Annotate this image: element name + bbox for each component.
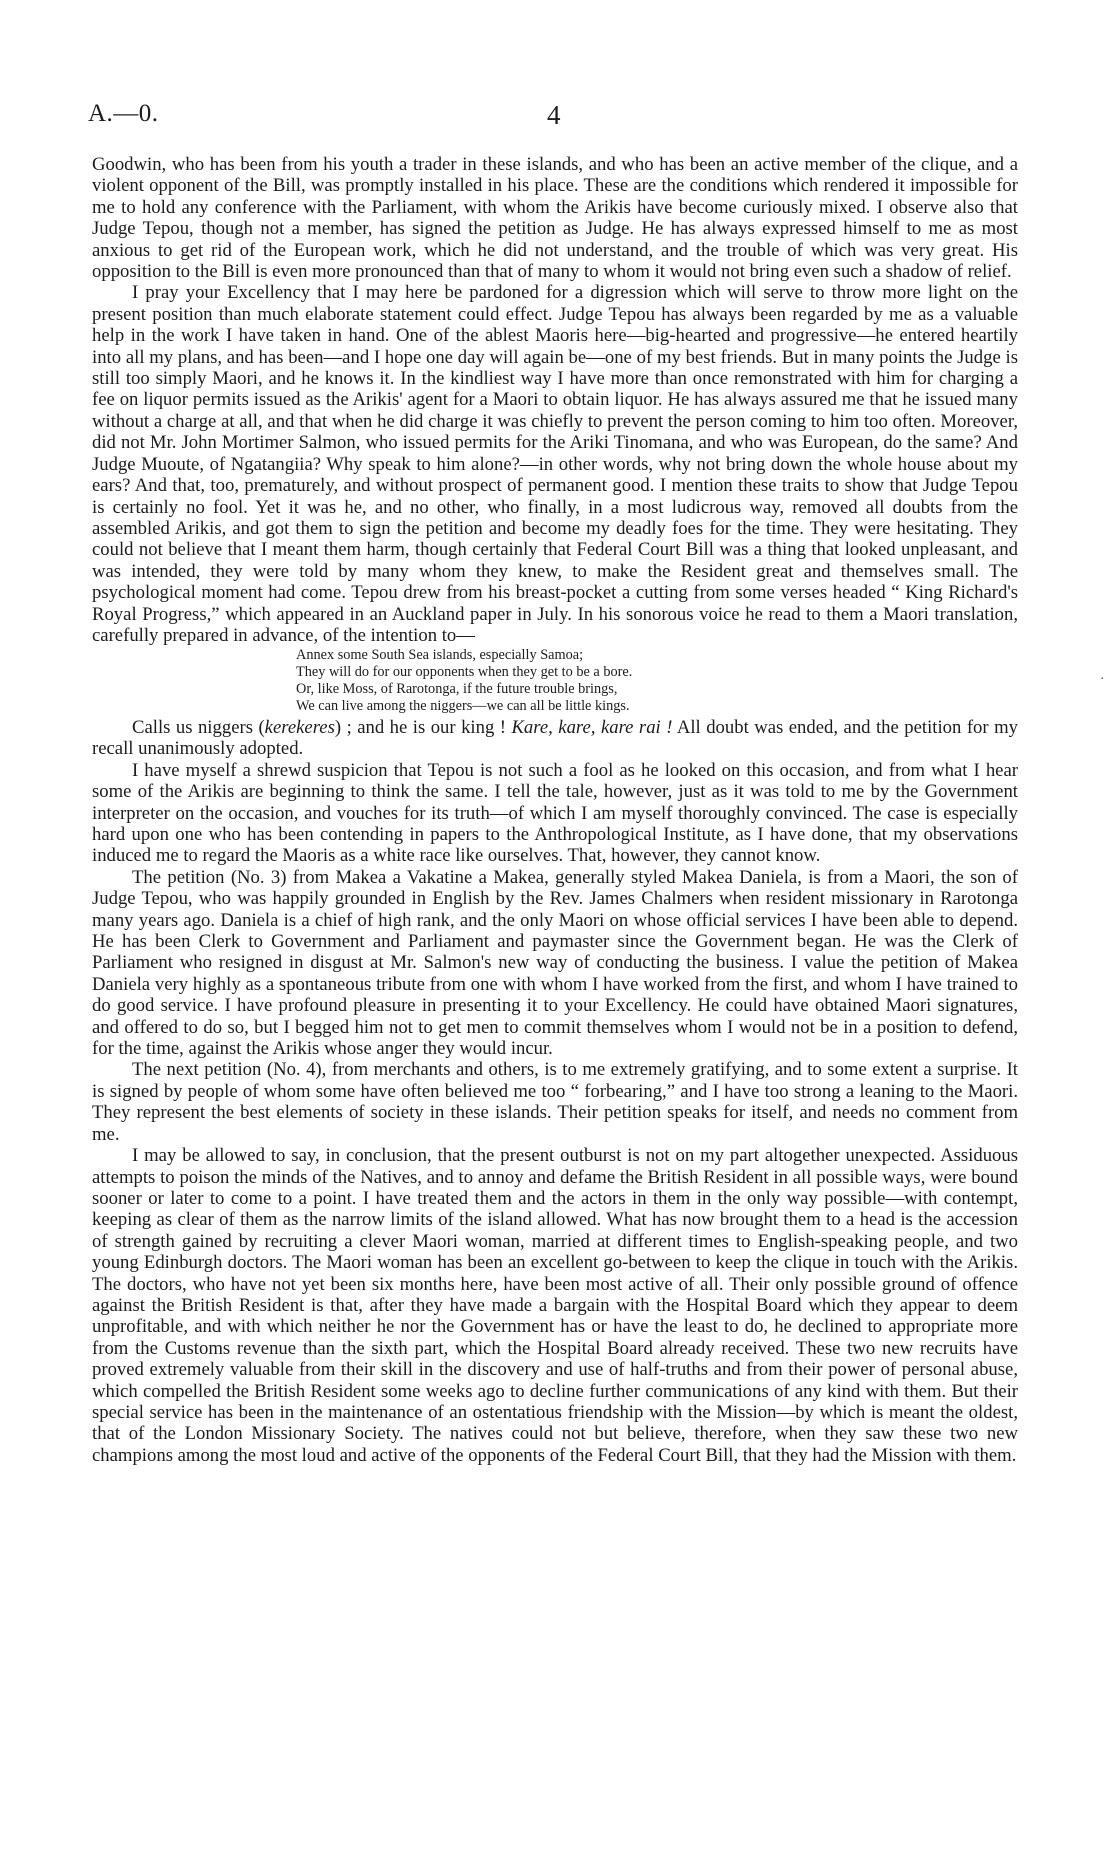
paragraph: The next petition (No. 4), from merchants and others, is to me extremely gratifying, and to some extent a surprise. It is signed by people of whom some have often believed me too “ forbearing,” and I have too strong a leaning to the Maori. They represent the best elements of society in these islands. Their petition speaks for itself, and needs no comment from me. [92, 1059, 1018, 1145]
paragraph: I have myself a shrewd suspicion that Tepou is not such a fool as he looked on this occasion, and from what I hear some of the Arikis are beginning to think the same. I tell the tale, however, just as it was told to me by the Government interpreter on the occasion, and vouches for its truth—of which I am myself thoroughly convinced. The case is especially hard upon one who has been contending in papers to the Anthropological Institute, as I have done, that my observations induced me to regard the Maoris as a white race like ourselves. That, however, they cannot know. [92, 759, 1018, 867]
verse-line: They will do for our opponents when they get to be a bore. [296, 664, 633, 681]
document-body [92, 154, 1018, 1466]
margin-mark: · [1100, 672, 1105, 687]
paragraph-after-verse [92, 717, 1018, 760]
paragraph: Goodwin, who has been from his youth a trader in these islands, and who has been an active member of the clique, and a violent opponent of the Bill, was promptly installed in his place. These are the conditions which rendered it impossible for me to hold any conference with the Parliament, with whom the Arikis have become curiously mixed. I observe also that Judge Tepou, though not a member, has signed the petition as Judge. He has always expressed himself to me as most anxious to get rid of the European work, which he did not understand, and the trouble of which was very great. His opposition to the Bill is even more pronounced than that of many to whom it would not bring even such a shadow of relief. [92, 154, 1018, 283]
maori-exclamation: Kare, kare, kare rai ! [511, 716, 673, 738]
text-run: All doubt was ended, and the petition for my recall unanimously adopted. [92, 716, 1018, 760]
paragraph: I may be allowed to say, in conclusion, that the present outburst is not on my part altogether unexpected. Assiduous attempts to poison the minds of the Natives, and to annoy and defame the British Resident in all possible ways, were bound sooner or later to come to a point. I have treated them and the actors in them in the only way possible—with contempt, keeping as clear of them as the narrow limits of the island allowed. What has now brought them to a head is the accession of strength gained by recruiting a clever Maori woman, married at different times to English-speaking people, and two young Edinburgh doctors. The Maori woman has been an excellent go-between to keep the clique in touch with the Arikis. The doctors, who have not yet been six months here, have been most active of all. Their only possible ground of offence against the British Resident is that, after they have made a bargain with the Hospital Board which they appear to deem unprofitable, and with which neither he nor the Government has or have the least to do, he declined to appropriate more from the Customs revenue than the sixth part, which the Hospital Board already received. These two new recruits have proved extremely valuable from their skill in the discovery and use of half-truths and from their power of personal abuse, which compelled the British Resident some weeks ago to decline further communications of any kind with them. But their special service has been in the maintenance of an ostentatious friendship with the Mission—by which is meant the oldest, that of the London Missionary Society. The natives could not but believe, therefore, when they saw these two new champions among the most loud and active of the opponents of the Federal Court Bill, that they had the Mission with them. [92, 1145, 1018, 1466]
verse-line: We can live among the niggers—we can all be little kings. [296, 698, 630, 715]
verse-quote [92, 647, 1018, 715]
text-run: Calls us niggers ( [132, 716, 265, 738]
text-run: ) ; and he is our king ! [334, 716, 512, 738]
paragraph: The petition (No. 3) from Makea a Vakatine a Makea, generally styled Makea Daniela, is from a Maori, the son of Judge Tepou, who was happily grounded in English by the Rev. James Chalmers when resident missionary in Rarotonga many years ago. Daniela is a chief of high rank, and the only Maori on whose official services I have been able to depend. He has been Clerk to Government and Parliament and paymaster since the Government began. He was the Clerk of Parliament who resigned in disgust at Mr. Salmon's new way of conducting the business. I value the petition of Makea Daniela very highly as a spontaneous tribute from one with whom I have worked from the first, and whom I have trained to do good service. I have profound pleasure in presenting it to your Excellency. He could have obtained Maori signatures, and offered to do so, but I begged him not to get men to commit themselves whom I would not be in a position to defend, for the time, against the Arikis whose anger they would incur. [92, 866, 1018, 1060]
page-number: 4 [547, 100, 561, 130]
verse-line: Or, like Moss, of Rarotonga, if the future trouble brings, [296, 681, 618, 698]
paragraph: I pray your Excellency that I may here be pardoned for a digression which will serve to throw more light on the present position than much elaborate statement could effect. Judge Tepou has always been regarded by me as a valuable help in the work I have taken in hand. One of the ablest Maoris here—big-hearted and progressive—he entered heartily into all my plans, and has been—and I hope one day will again be—one of my best friends. But in many points the Judge is still too simply Maori, and he knows it. In the kindliest way I have more than once remonstrated with him for charging a fee on liquor permits issued as the Arikis' agent for a Maori to obtain liquor. He has always assured me that he issued many without a charge at all, and that when he did charge it was chiefly to prevent the person coming to him too often. Moreover, did not Mr. John Mortimer Salmon, who issued permits for the Ariki Tinomana, and who was European, do the same? And Judge Muoute, of Ngatangiia? Why speak to him alone?—in other words, why not bring down the whole house about my ears? And that, too, prematurely, and without prospect of permanent good. I mention these traits to show that Judge Tepou is certainly no fool. Yet it was he, and no other, who finally, in a most ludicrous way, removed all doubts from the assembled Arikis, and got them to sign the petition and become my deadly foes for the time. They were hesitating. They could not believe that I meant them harm, though certainly that Federal Court Bill was a thing that looked unpleasant, and was intended, they were told by many whom they knew, to make the Resident great and themselves small. The psychological moment had come. Tepou drew from his breast-pocket a cutting from some verses headed “ King Richard's Royal Progress,” which appeared in an Auckland paper in July. In his sonorous voice he read to them a Maori translation, carefully prepared in advance, of the intention to— [92, 282, 1018, 646]
verse-line: Annex some South Sea islands, especially Samoa; [296, 647, 584, 664]
page-reference: A.—0. [88, 100, 159, 127]
maori-word: kerekeres [264, 716, 335, 738]
page-header [88, 100, 1026, 136]
